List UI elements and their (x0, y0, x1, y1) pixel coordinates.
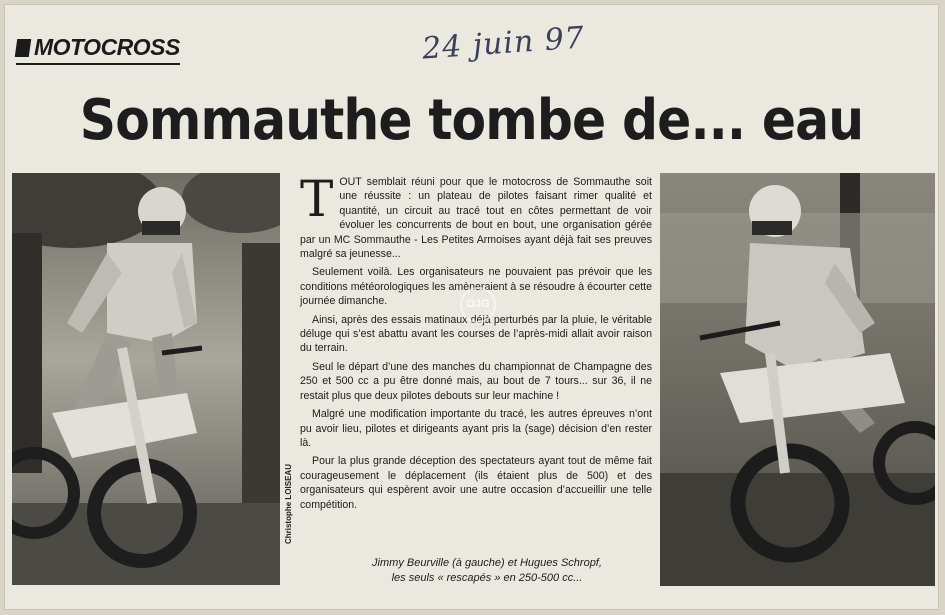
photo-left-rider (12, 173, 280, 585)
section-rubric (16, 34, 180, 65)
article-paragraph: TOUT semblait réuni pour que le motocross de Sommauthe soit une réussite : un plateau de pilotes faisant rimer qualité et quantité, un circuit au tracé tout en côtes permettant de voir évoluer les concurrents de bout en bout, une organisation gérée par un MC Sommauthe - Les Petites Armoises ayant déjà fait ses preuves malgré sa jeunesse... (300, 170, 652, 261)
article-paragraph: Seul le départ d’une des manches du championnat de Champagne des 250 et 500 cc a pu être donné mais, au bout de 7 tours... sur 36, il ne restait plus que deux pilotes debouts sur leur machine ! (300, 360, 652, 402)
article-paragraph: Pour la plus grande déception des spectateurs ayant tout de même fait courageusement le déplacement (ils étaient plus de 500) et des organisateurs qui espèrent avoir une autre occasion d’accueillir une telle compétition. (300, 455, 652, 511)
newspaper-clipping (4, 4, 939, 610)
caption-line-1: Jimmy Beurville (à gauche) et Hugues Schropf, (372, 557, 602, 569)
rubric-label: MOTOCROSS (34, 34, 180, 60)
photo-right-image (660, 173, 935, 586)
handwritten-date: 24 juin 97 (420, 20, 586, 67)
photo-right-rider (660, 173, 935, 586)
photo-credit: Christophe LOISEAU (284, 464, 293, 545)
article-paragraph: Seulement voilà. Les organisateurs ne pouvaient pas prévoir que les conditions météorologiques les amèneraient à se résoudre à écourter cette journée dimanche. (300, 266, 652, 308)
drop-cap: T (300, 170, 334, 228)
headline: Sommauthe tombe de... eau (79, 88, 864, 153)
article-body (300, 170, 652, 516)
photo-left-image (12, 173, 280, 585)
article-paragraph: Malgré une modification importante du tracé, les autres épreuves n’ont pu avoir lieu, pilotes et dirigeants ayant pris la (sage) décision d’en rester là. (300, 408, 652, 449)
rubric-square-icon (15, 39, 32, 57)
watermark-stamp: OJG (460, 287, 496, 323)
caption-line-2: les seuls « rescapés » en 250-500 cc... (391, 572, 583, 584)
article-paragraph: Ainsi, après des essais matinaux déjà perturbés par la pluie, le véritable déluge qui s’est abattu avant les courses de l’après-midi allait avoir raison du terrain. (300, 313, 652, 355)
photo-caption (324, 556, 650, 586)
